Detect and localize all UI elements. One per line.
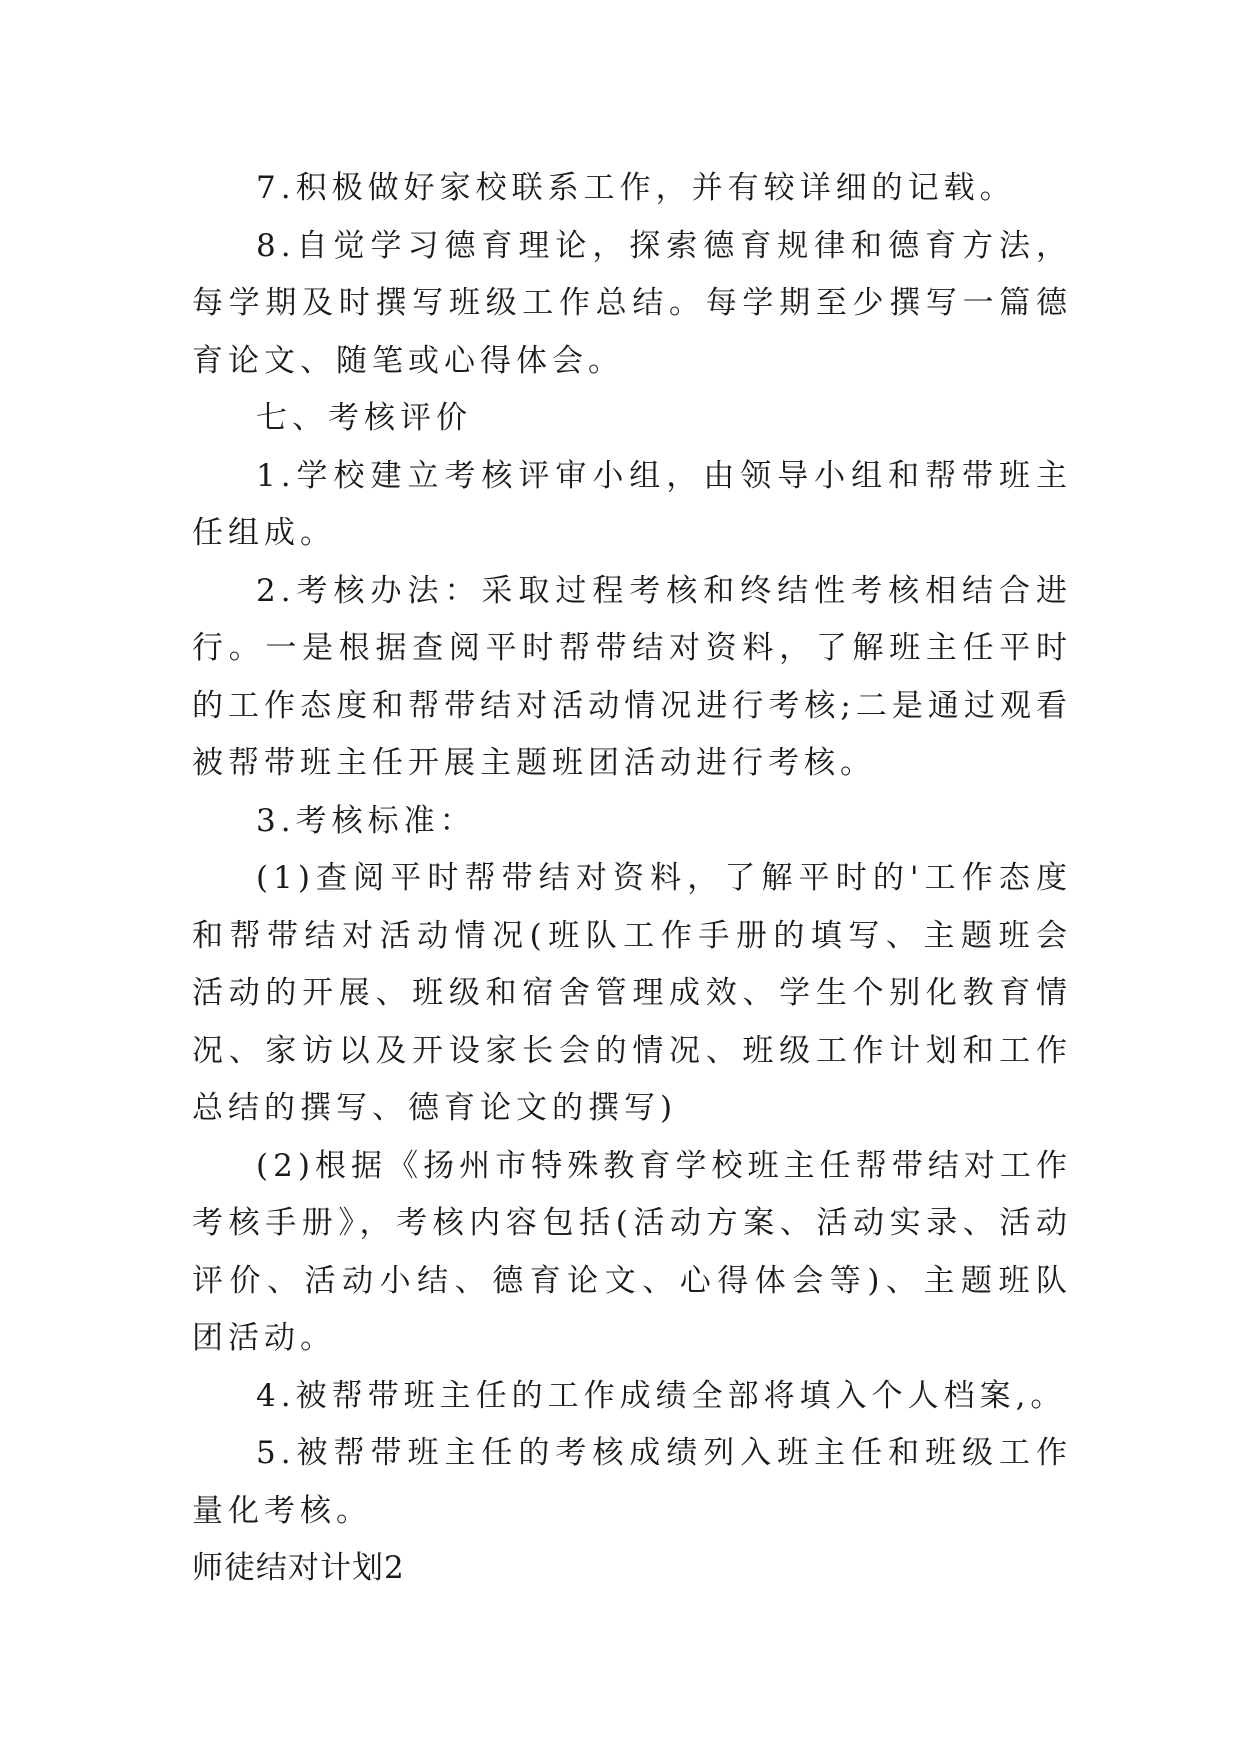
document-body (192, 160, 1072, 1598)
paragraph-assessment-1: 1.学校建立考核评审小组，由领导小组和帮带班主任组成。 (192, 457, 1072, 551)
section-heading-assessment: 七、考核评价 (256, 400, 472, 436)
paragraph-standard-2: (2)根据《扬州市特殊教育学校班主任帮带结对工作考核手册》，考核内容包括(活动方案、活动实录、活动评价、活动小结、德育论文、心得体会等)、主题班队团活动。 (192, 1147, 1072, 1356)
paragraph-standard-1: (1)查阅平时帮带结对资料，了解平时的'工作态度和帮带结对活动情况(班队工作手册的填写、主题班会活动的开展、班级和宿舍管理成效、学生个别化教育情况、家访以及开设家长会的情况、班级工作计划和工作总结的撰写、德育论文的撰写) (192, 860, 1072, 1126)
paragraph-assessment-3: 3.考核标准： (256, 802, 476, 839)
paragraph-assessment-2: 2.考核办法：采取过程考核和终结性考核相结合进行。一是根据查阅平时帮带结对资料，了解班主任平时的工作态度和帮带结对活动情况进行考核;二是通过观看被帮带班主任开展主题班团活动进行考核。 (192, 572, 1072, 781)
paragraph-assessment-5: 5.被帮带班主任的考核成绩列入班主任和班级工作量化考核。 (192, 1435, 1072, 1529)
paragraph-item-7: 7.积极做好家校联系工作，并有较详细的记载。 (256, 170, 1016, 206)
paragraph-item-8: 8.自觉学习德育理论，探索德育规律和德育方法，每学期及时撰写班级工作总结。每学期至少撰写一篇德育论文、随笔或心得体会。 (192, 227, 1072, 379)
paragraph-assessment-4: 4.被帮带班主任的工作成绩全部将填入个人档案,。 (256, 1377, 1067, 1414)
next-section-heading: 师徒结对计划2 (192, 1550, 405, 1586)
